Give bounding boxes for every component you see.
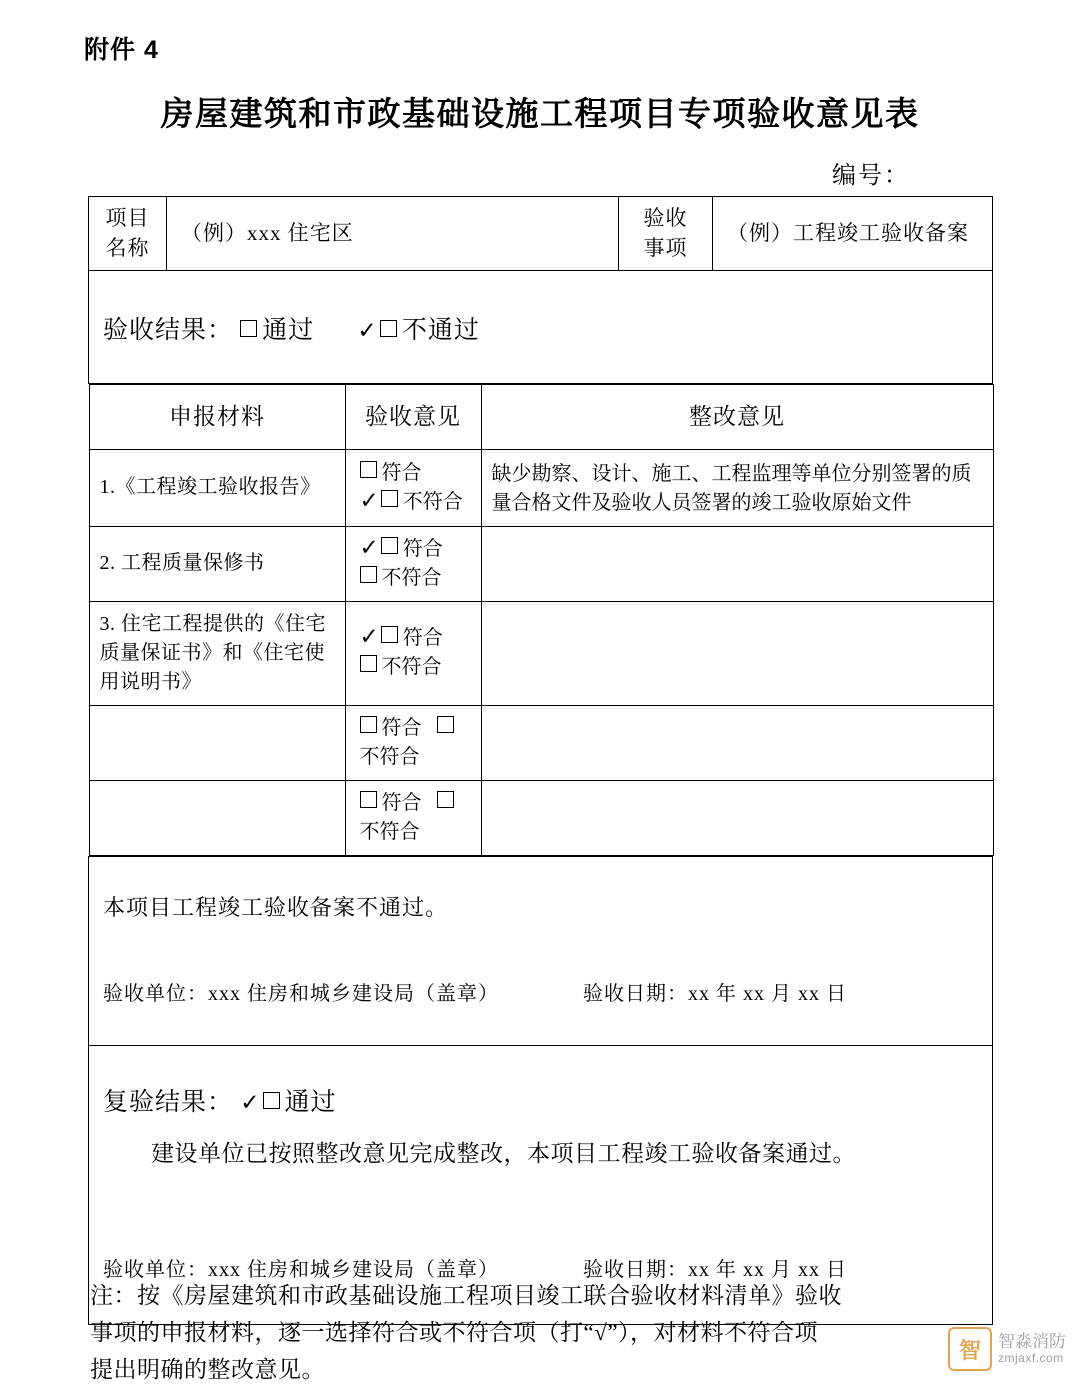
acceptance-item-label: 验收 事项 — [619, 197, 713, 271]
nonconform-checkbox-5[interactable] — [437, 791, 454, 808]
attachment-label: 附件 4 — [84, 36, 159, 64]
footnote-line-2: 事项的申报材料，逐一选择符合或不符合项（打“√”），对材料不符合项 — [90, 1319, 819, 1345]
check-mark-icon: ✓ — [357, 317, 378, 343]
page-title: 房屋建筑和市政基础设施工程项目专项验收意见表 — [160, 95, 920, 132]
conclusion-unit-label[interactable]: 验收单位：xxx 住房和城乡建设局（盖章） — [103, 983, 499, 1006]
opinion-cell-2 — [345, 526, 481, 601]
conclusion-signature-line — [103, 980, 978, 1009]
rectification-2[interactable] — [481, 526, 993, 601]
material-name-3: 3. 住宅工程提供的《住宅质量保证书》和《住宅使用说明书》 — [89, 601, 345, 705]
check-mark-icon: ✓ — [240, 1089, 261, 1115]
project-name-label: 项目 名称 — [89, 197, 167, 271]
result-pass-label: 通过 — [262, 316, 315, 344]
serial-number-label: 编号： — [832, 163, 910, 189]
recheck-pass-checkbox[interactable] — [263, 1092, 280, 1109]
material-name-4[interactable] — [89, 705, 345, 780]
recheck-title-line — [103, 1085, 978, 1121]
main-form-table — [88, 196, 993, 1325]
conclusion-date-label[interactable]: 验收日期：xx 年 xx 月 xx 日 — [583, 983, 847, 1006]
nonconform-label-5: 不符合 — [359, 820, 420, 843]
footnote — [90, 1278, 990, 1388]
opinion-cell-3 — [345, 601, 481, 705]
watermark-badge-icon: 智 — [948, 1327, 992, 1371]
conform-option-2[interactable] — [360, 535, 471, 564]
conform-label-2: 符合 — [402, 537, 443, 560]
conform-checkbox-3[interactable] — [381, 626, 398, 643]
conform-checkbox-2[interactable] — [381, 537, 398, 554]
acceptance-item-value[interactable]: （例）工程竣工验收备案 — [713, 197, 993, 271]
rectification-4[interactable] — [481, 705, 993, 780]
table-row — [89, 601, 993, 705]
table-row — [89, 526, 993, 601]
footnote-line-3: 提出明确的整改意见。 — [90, 1356, 325, 1382]
opinion-cell-5 — [345, 780, 481, 855]
material-name-1: 1.《工程竣工验收报告》 — [89, 449, 345, 526]
conform-checkbox-4[interactable] — [360, 716, 377, 733]
col-header-opinion: 验收意见 — [345, 384, 481, 449]
check-mark-icon: ✓ — [359, 487, 379, 513]
recheck-pass-label: 通过 — [284, 1088, 337, 1116]
table-row — [89, 705, 993, 780]
recheck-pass-option[interactable] — [240, 1089, 336, 1116]
material-header-row — [89, 384, 993, 449]
result-label: 验收结果： — [103, 316, 234, 344]
nonconform-label-1: 不符合 — [402, 490, 463, 513]
opinion-cell-4 — [345, 705, 481, 780]
conform-option-1[interactable] — [360, 459, 471, 488]
opinion-cell-1 — [345, 449, 481, 526]
conform-option-3[interactable] — [360, 624, 471, 653]
conform-label-1: 符合 — [381, 461, 422, 484]
watermark-domain: zmjaxf.com — [998, 1350, 1064, 1365]
rectification-5[interactable] — [481, 780, 993, 855]
material-table-row — [89, 383, 993, 856]
col-header-rectification: 整改意见 — [481, 384, 993, 449]
recheck-body-text: 建设单位已按照整改意见完成整改，本项目工程竣工验收备案通过。 — [151, 1140, 856, 1166]
table-row — [89, 449, 993, 526]
result-fail-checkbox[interactable] — [380, 320, 397, 337]
conclusion-row — [89, 856, 993, 1045]
header-row — [89, 197, 993, 271]
nonconform-option-1[interactable] — [360, 488, 471, 517]
result-pass-checkbox[interactable] — [240, 320, 257, 337]
result-fail-option[interactable] — [358, 313, 480, 349]
watermark — [948, 1327, 1066, 1371]
nonconform-checkbox-2[interactable] — [360, 566, 377, 583]
col-header-material: 申报材料 — [89, 384, 345, 449]
material-name-2: 2. 工程质量保修书 — [89, 526, 345, 601]
conclusion-cell — [89, 856, 993, 1045]
footnote-line-1: 注：按《房屋建筑和市政基础设施工程项目竣工联合验收材料清单》验收 — [90, 1283, 842, 1308]
rectification-1[interactable]: 缺少勘察、设计、施工、工程监理等单位分别签署的质量合格文件及验收人员签署的竣工验收原始文件 — [481, 449, 993, 526]
conform-checkbox-5[interactable] — [360, 791, 377, 808]
conform-label-3: 符合 — [402, 627, 443, 650]
nonconform-checkbox-4[interactable] — [437, 716, 454, 733]
result-fail-label: 不通过 — [401, 316, 480, 344]
nonconform-label-3: 不符合 — [381, 656, 442, 679]
material-name-5[interactable] — [89, 780, 345, 855]
table-row — [89, 780, 993, 855]
conform-checkbox-1[interactable] — [360, 461, 377, 478]
nonconform-option-3[interactable] — [360, 653, 471, 682]
recheck-unit-label[interactable]: 验收单位：xxx 住房和城乡建设局（盖章） — [103, 1259, 499, 1282]
result-cell — [89, 270, 993, 383]
nonconform-option-2[interactable] — [360, 564, 471, 593]
rectification-3[interactable] — [481, 601, 993, 705]
check-mark-icon: ✓ — [359, 534, 379, 560]
result-row — [89, 270, 993, 383]
material-table — [89, 384, 994, 856]
form-table-wrapper — [88, 196, 992, 1325]
nonconform-checkbox-1[interactable] — [381, 490, 398, 507]
conclusion-text: 本项目工程竣工验收备案不通过。 — [103, 895, 449, 921]
nonconform-checkbox-3[interactable] — [360, 655, 377, 672]
conform-label-4: 符合 — [381, 716, 422, 739]
nonconform-label-2: 不符合 — [381, 566, 442, 589]
nonconform-label-4: 不符合 — [359, 745, 420, 768]
watermark-text — [998, 1332, 1066, 1365]
check-mark-icon: ✓ — [359, 624, 379, 650]
material-table-cell — [89, 383, 993, 856]
recheck-label: 复验结果： — [103, 1088, 234, 1116]
project-name-value[interactable]: （例）xxx 住宅区 — [167, 197, 619, 271]
conform-label-5: 符合 — [381, 791, 422, 814]
recheck-date-label[interactable]: 验收日期：xx 年 xx 月 xx 日 — [583, 1259, 847, 1282]
watermark-name: 智淼消防 — [998, 1332, 1066, 1352]
